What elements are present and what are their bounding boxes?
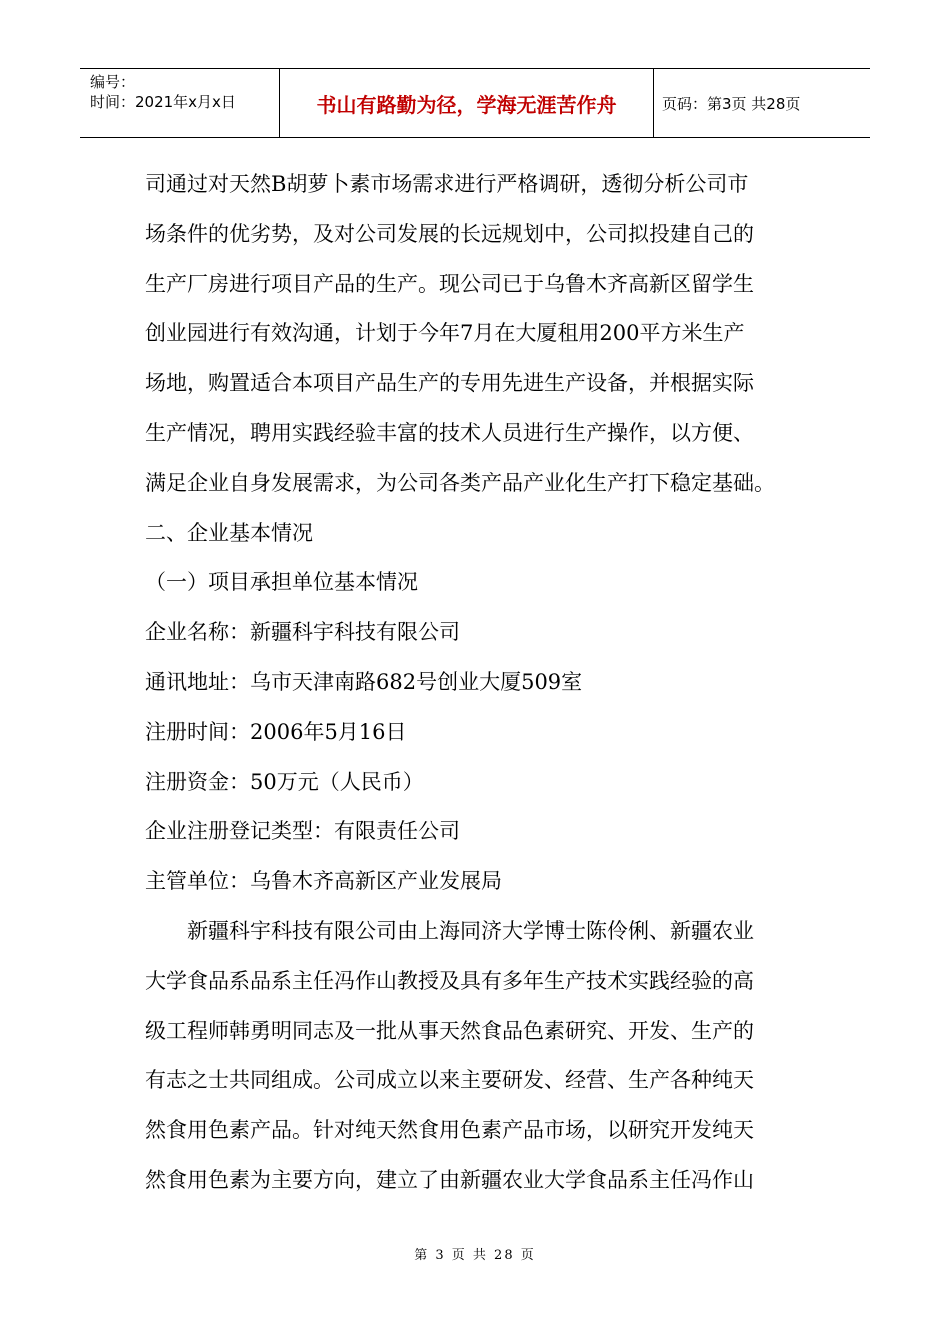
paragraph-line: 然食用色素产品。针对纯天然食用色素产品市场，以研究开发纯天 (145, 1118, 754, 1143)
paragraph-line: 然食用色素为主要方向，建立了由新疆农业大学食品系主任冯作山 (145, 1167, 754, 1192)
paragraph-line: 生产情况，聘用实践经验丰富的技术人员进行生产操作，以方便、 (145, 420, 754, 445)
header-page-number: 页码：第3页 共28页 (662, 94, 801, 113)
document-body (145, 160, 810, 1206)
paragraph-line: 场条件的优劣势，及对公司发展的长远规划中，公司拟投建自己的 (145, 221, 754, 246)
paragraph-line: 满足企业自身发展需求，为公司各类产品产业化生产打下稳定基础。 (145, 470, 775, 495)
registration-date: 注册时间：2006年5月16日 (145, 719, 407, 744)
paragraph-line: 级工程师韩勇明同志及一批从事天然食品色素研究、开发、生产的 (145, 1018, 754, 1043)
subsection-heading: （一）项目承担单位基本情况 (145, 570, 418, 595)
document-number-label: 编号： (90, 73, 136, 91)
paragraph-line: 有志之士共同组成。公司成立以来主要研发、经营、生产各种纯天 (145, 1068, 754, 1093)
paragraph-line: 新疆科宇科技有限公司由上海同济大学博士陈伶俐、新疆农业 (187, 918, 754, 943)
paragraph-line: 场地，购置适合本项目产品生产的专用先进生产设备，并根据实际 (145, 371, 754, 396)
section-heading: 二、企业基本情况 (145, 520, 313, 545)
paragraph-line: 创业园进行有效沟通，计划于今年7月在大厦租用200平方米生产 (145, 321, 745, 346)
company-name: 企业名称：新疆科宇科技有限公司 (145, 620, 460, 645)
paragraph-line: 大学食品系品系主任冯作山教授及具有多年生产技术实践经验的高 (145, 968, 754, 993)
header-meta (80, 69, 280, 137)
paragraph-line: 司通过对天然B胡萝卜素市场需求进行严格调研，透彻分析公司市 (145, 172, 749, 196)
header-motto: 书山有路勤为径，学海无涯苦作舟 (280, 69, 654, 137)
paragraph-line: 生产厂房进行项目产品的生产。现公司已于乌鲁木齐高新区留学生 (145, 271, 754, 296)
page-footer: 第 3 页 共 28 页 (414, 1248, 536, 1263)
registered-capital: 注册资金：50万元（人民币） (145, 769, 424, 794)
document-time-label: 时间：2021年x月x日 (90, 93, 236, 111)
page-header (80, 68, 870, 138)
company-address: 通讯地址：乌市天津南路682号创业大厦509室 (145, 669, 583, 694)
registration-type: 企业注册登记类型：有限责任公司 (145, 819, 460, 844)
supervising-unit: 主管单位：乌鲁木齐高新区产业发展局 (145, 869, 502, 894)
